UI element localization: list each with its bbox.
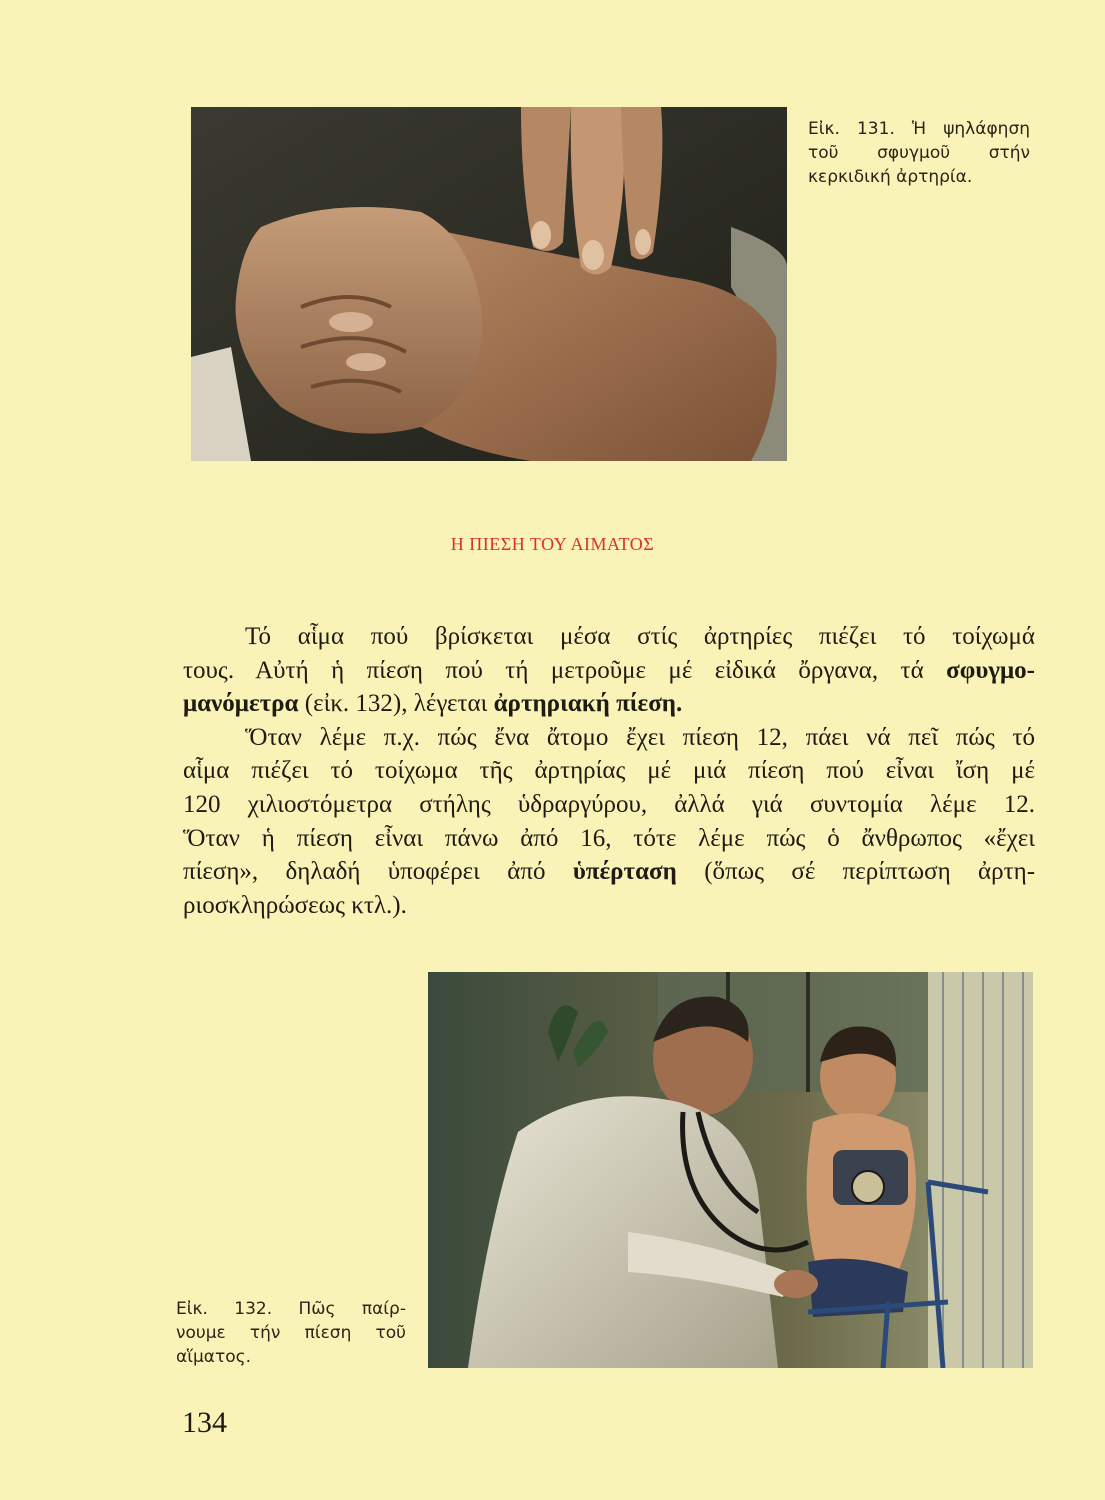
paragraph-2-line-4: Ὅταν ἡ πίεση εἶναι πάνω ἀπό 16, τότε λέμε πώς ὁ ἄνθρωπος «ἔχει [183, 824, 1035, 852]
figure-131-caption [808, 117, 1030, 189]
bold-term: σφυγμο- [946, 656, 1035, 684]
paragraph-1-line-3 [183, 687, 1035, 721]
text-run: (εἰκ. 132), λέγεται [304, 690, 488, 718]
paragraph-2-line-5 [183, 855, 1035, 889]
caption-line: κερκιδική ἀρτηρία. [808, 167, 973, 187]
caption-line: Εἰκ. 131. Ἡ ψηλάφηση [808, 119, 1030, 139]
body-text [183, 620, 1035, 922]
text-run: (ὅπως σέ περίπτωση ἀρτη- [704, 858, 1036, 886]
paragraph-2-line-2: αἷμα πιέζει τό τοίχωμα τῆς ἀρτηρίας μέ μιά πίεση πού εἶναι ἴση μέ [183, 757, 1035, 785]
text-run: τους. Αὐτή ἡ πίεση πού τή μετροῦμε μέ εἰδικά ὄργανα, τά [183, 656, 924, 684]
paragraph-2-line-1: Ὅταν λέμε π.χ. πώς ἔνα ἄτομο ἔχει πίεση 12, πάει νά πεῖ πώς τό [245, 723, 1035, 751]
page-number: 134 [182, 1406, 227, 1439]
paragraph-2-line-3: 120 χιλιοστόμετρα στήλης ὑδραργύρου, ἀλλά γιά συντομία λέμε 12. [183, 790, 1035, 818]
bold-term: ἀρτηριακή πίεση. [493, 690, 683, 718]
caption-line: τοῦ σφυγμοῦ στήν [808, 143, 1030, 163]
wrist-pulse-illustration [191, 107, 787, 461]
bold-term: ὑπέρταση [572, 858, 677, 886]
blood-pressure-photo [428, 972, 1033, 1368]
bold-term: μανόμετρα [183, 690, 299, 718]
paragraph-1-line-2 [183, 654, 1035, 688]
caption-line: αἵματος. [176, 1347, 251, 1367]
paragraph-1-line-1: Τό αἷμα πού βρίσκεται μέσα στίς ἀρτηρίες πιέζει τό τοίχωμά [245, 623, 1035, 650]
blood-pressure-illustration [428, 972, 1033, 1368]
text-run: πίεση», δηλαδή ὑποφέρει ἀπό [183, 858, 546, 886]
wrist-pulse-photo [191, 107, 787, 461]
caption-line: Εἰκ. 132. Πῶς παίρ- [176, 1299, 406, 1319]
paragraph-2-line-6: ριοσκληρώσεως κτλ.). [183, 891, 407, 919]
caption-line: νουμε τήν πίεση τοῦ [176, 1323, 406, 1343]
section-heading: Η ΠΙΕΣΗ ΤΟΥ ΑΙΜΑΤΟΣ [450, 534, 655, 554]
figure-132-caption [176, 1297, 406, 1369]
